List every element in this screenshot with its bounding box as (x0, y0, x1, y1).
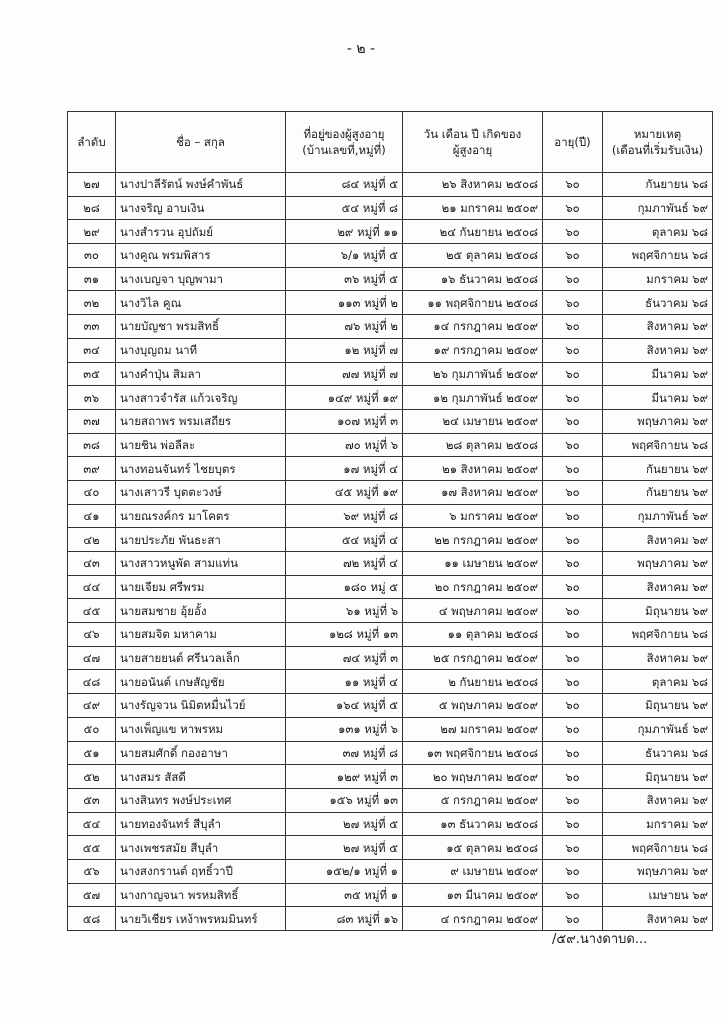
cell-name: นายสมจิต มหาคาม (116, 623, 286, 647)
cell-order: ๒๘ (68, 196, 116, 220)
cell-birthdate: ๒๗ มกราคม ๒๕๐๙ (403, 717, 543, 741)
cell-order: ๔๘ (68, 670, 116, 694)
cell-order: ๕๖ (68, 859, 116, 883)
header-address (286, 112, 403, 173)
cell-birthdate: ๑๓ ธันวาคม ๒๕๐๘ (403, 812, 543, 836)
cell-note: พฤศจิกายน ๖๘ (603, 244, 713, 268)
cell-address: ๓๕ หมู่ที่ ๑ (286, 883, 403, 907)
elderly-allowance-table (67, 111, 713, 931)
cell-birthdate: ๑๓ พฤศจิกายน ๒๕๐๘ (403, 741, 543, 765)
cell-address: ๑๕๒/๑ หมู่ที่ ๑ (286, 859, 403, 883)
cell-birthdate: ๒๐ กรกฎาคม ๒๕๐๙ (403, 575, 543, 599)
cell-birthdate: ๑๑ เมษายน ๒๕๐๙ (403, 552, 543, 576)
cell-age: ๖๐ (543, 457, 603, 481)
cell-name: นางสำรวน อุปถัมย์ (116, 220, 286, 244)
cell-note: ธันวาคม ๖๘ (603, 291, 713, 315)
cell-age: ๖๐ (543, 220, 603, 244)
cell-birthdate: ๔ พฤษภาคม ๒๕๐๙ (403, 599, 543, 623)
cell-age: ๖๐ (543, 409, 603, 433)
table-row (68, 504, 713, 528)
cell-birthdate: ๑๖ ธันวาคม ๒๕๐๘ (403, 267, 543, 291)
cell-order: ๕๗ (68, 883, 116, 907)
cell-note: พฤศจิกายน ๖๘ (603, 433, 713, 457)
cell-address: ๕๔ หมู่ที่ ๘ (286, 196, 403, 220)
cell-age: ๖๐ (543, 883, 603, 907)
cell-address: ๓๖ หมู่ที่ ๕ (286, 267, 403, 291)
cell-note: พฤษภาคม ๖๙ (603, 552, 713, 576)
cell-note: กันยายน ๖๙ (603, 457, 713, 481)
cell-note: มิถุนายน ๖๙ (603, 599, 713, 623)
cell-address: ๔๕ หมู่ที่ ๑๙ (286, 480, 403, 504)
table-row (68, 338, 713, 362)
cell-age: ๖๐ (543, 646, 603, 670)
cell-note: สิงหาคม ๖๙ (603, 646, 713, 670)
cell-note: สิงหาคม ๖๙ (603, 315, 713, 339)
header-birthdate (403, 112, 543, 173)
cell-age: ๖๐ (543, 694, 603, 718)
cell-birthdate: ๑๒ กุมภาพันธ์ ๒๕๐๙ (403, 386, 543, 410)
cell-address: ๑๓๑ หมู่ที่ ๖ (286, 717, 403, 741)
cell-name: นางทอนจันทร์ ไชยบุตร (116, 457, 286, 481)
table-row (68, 433, 713, 457)
table-row (68, 859, 713, 883)
cell-address: ๑๗ หมู่ที่ ๔ (286, 457, 403, 481)
table-row (68, 362, 713, 386)
header-name (116, 112, 286, 173)
cell-address: ๑๑๓ หมู่ที่ ๒ (286, 291, 403, 315)
cell-age: ๖๐ (543, 552, 603, 576)
cell-address: ๕๔ หมู่ที่ ๔ (286, 528, 403, 552)
table-row (68, 907, 713, 931)
cell-age: ๖๐ (543, 386, 603, 410)
cell-age: ๖๐ (543, 362, 603, 386)
cell-address: ๑๔๙ หมู่ที่ ๑๙ (286, 386, 403, 410)
cell-order: ๕๔ (68, 812, 116, 836)
table-row (68, 788, 713, 812)
cell-name: นางเพ็ญแข หาพรหม (116, 717, 286, 741)
header-age (543, 112, 603, 173)
header-note (603, 112, 713, 173)
cell-note: ตุลาคม ๖๘ (603, 670, 713, 694)
cell-birthdate: ๑๕ ตุลาคม ๒๕๐๘ (403, 836, 543, 860)
cell-note: กันยายน ๖๙ (603, 480, 713, 504)
table-row (68, 196, 713, 220)
cell-name: นางเบญจา บุญพามา (116, 267, 286, 291)
cell-order: ๕๒ (68, 765, 116, 789)
cell-name: นางคำปุ่น สิมลา (116, 362, 286, 386)
table-row (68, 173, 713, 197)
cell-name: นายบัญชา พรมสิทธิ์ (116, 315, 286, 339)
cell-age: ๖๐ (543, 670, 603, 694)
table-row (68, 267, 713, 291)
cell-age: ๖๐ (543, 504, 603, 528)
table-row (68, 717, 713, 741)
cell-age: ๖๐ (543, 788, 603, 812)
cell-name: นายณรงค์กร มาโคตร (116, 504, 286, 528)
cell-order: ๓๐ (68, 244, 116, 268)
cell-birthdate: ๔ กรกฎาคม ๒๕๐๙ (403, 907, 543, 931)
cell-birthdate: ๒๒ กรกฎาคม ๒๕๐๙ (403, 528, 543, 552)
cell-note: กันยายน ๖๘ (603, 173, 713, 197)
cell-age: ๖๐ (543, 859, 603, 883)
cell-age: ๖๐ (543, 717, 603, 741)
cell-order: ๓๖ (68, 386, 116, 410)
cell-note: พฤศจิกายน ๖๘ (603, 836, 713, 860)
cell-address: ๑๒๘ หมู่ที่ ๑๓ (286, 623, 403, 647)
cell-note: กุมภาพันธ์ ๖๙ (603, 196, 713, 220)
header-text: ลำดับ (77, 135, 106, 149)
header-text: (บ้านเลขที่,หมู่ที่) (302, 143, 386, 157)
cell-birthdate: ๑๑ พฤศจิกายน ๒๕๐๘ (403, 291, 543, 315)
cell-name: นางเพชรสมัย สีบุลำ (116, 836, 286, 860)
cell-age: ๖๐ (543, 907, 603, 931)
cell-birthdate: ๒๘ ตุลาคม ๒๕๐๘ (403, 433, 543, 457)
cell-name: นางสงกรานต์ ฤทธิ์วาปี (116, 859, 286, 883)
cell-name: นางบุญถม นาที (116, 338, 286, 362)
table-row (68, 646, 713, 670)
cell-birthdate: ๙ เมษายน ๒๕๐๙ (403, 859, 543, 883)
cell-age: ๖๐ (543, 623, 603, 647)
cell-note: สิงหาคม ๖๙ (603, 907, 713, 931)
table-row (68, 457, 713, 481)
cell-name: นางคูณ พรมพิสาร (116, 244, 286, 268)
cell-note: มกราคม ๖๙ (603, 812, 713, 836)
cell-address: ๗๗ หมู่ที่ ๗ (286, 362, 403, 386)
cell-address: ๖๙ หมู่ที่ ๘ (286, 504, 403, 528)
cell-birthdate: ๒๐ พฤษภาคม ๒๕๐๙ (403, 765, 543, 789)
cell-address: ๑๐๗ หมู่ที่ ๓ (286, 409, 403, 433)
cell-age: ๖๐ (543, 433, 603, 457)
cell-name: นางสินทร พงษ์ประเทศ (116, 788, 286, 812)
cell-address: ๑๘๐ หมู่ ๕ (286, 575, 403, 599)
cell-birthdate: ๖ มกราคม ๒๕๐๙ (403, 504, 543, 528)
cell-address: ๑๕๖ หมู่ที่ ๑๓ (286, 788, 403, 812)
cell-name: นางรัญจวน นิมิตหมื่นไวย์ (116, 694, 286, 718)
cell-order: ๔๐ (68, 480, 116, 504)
cell-name: นางวิไล คูณ (116, 291, 286, 315)
header-text: ผู้สูงอายุ (452, 143, 493, 157)
table-row (68, 623, 713, 647)
cell-address: ๗๔ หมู่ที่ ๓ (286, 646, 403, 670)
table-row (68, 812, 713, 836)
cell-order: ๓๔ (68, 338, 116, 362)
cell-age: ๖๐ (543, 765, 603, 789)
cell-address: ๑๒๙ หมู่ที่ ๓ (286, 765, 403, 789)
cell-birthdate: ๑๓ มีนาคม ๒๕๐๙ (403, 883, 543, 907)
table-row (68, 883, 713, 907)
cell-age: ๖๐ (543, 812, 603, 836)
cell-birthdate: ๑๑ ตุลาคม ๒๕๐๘ (403, 623, 543, 647)
cell-age: ๖๐ (543, 480, 603, 504)
cell-address: ๗๖ หมู่ที่ ๒ (286, 315, 403, 339)
cell-note: พฤษภาคม ๖๙ (603, 859, 713, 883)
cell-address: ๖/๑ หมู่ที่ ๕ (286, 244, 403, 268)
cell-birthdate: ๒๑ สิงหาคม ๒๕๐๙ (403, 457, 543, 481)
cell-name: นายสมศักดิ์ กองอาษา (116, 741, 286, 765)
cell-order: ๕๑ (68, 741, 116, 765)
header-text: ชื่อ – สกุล (176, 135, 225, 149)
cell-address: ๓๗ หมู่ที่ ๘ (286, 741, 403, 765)
table-row (68, 386, 713, 410)
cell-order: ๕๓ (68, 788, 116, 812)
table-header-row (68, 112, 713, 173)
cell-note: ธันวาคม ๖๘ (603, 741, 713, 765)
cell-order: ๕๐ (68, 717, 116, 741)
cell-order: ๔๖ (68, 623, 116, 647)
table-row (68, 480, 713, 504)
cell-age: ๖๐ (543, 173, 603, 197)
table-row (68, 836, 713, 860)
cell-name: นางสาวจำรัส แก้วเจริญ (116, 386, 286, 410)
table-row (68, 741, 713, 765)
cell-note: กุมภาพันธ์ ๖๙ (603, 504, 713, 528)
cell-order: ๕๕ (68, 836, 116, 860)
cell-order: ๔๒ (68, 528, 116, 552)
cell-order: ๔๔ (68, 575, 116, 599)
cell-birthdate: ๑๙ กรกฎาคม ๒๕๐๙ (403, 338, 543, 362)
table-row (68, 575, 713, 599)
cell-birthdate: ๑๔ กรกฎาคม ๒๕๐๙ (403, 315, 543, 339)
table-row (68, 291, 713, 315)
cell-name: นางเสาวรี บุตตะวงษ์ (116, 480, 286, 504)
cell-birthdate: ๒ กันยายน ๒๕๐๘ (403, 670, 543, 694)
cell-note: มีนาคม ๖๙ (603, 362, 713, 386)
cell-birthdate: ๒๑ มกราคม ๒๕๐๙ (403, 196, 543, 220)
cell-name: นางกาญจนา พรหมสิทธิ์ (116, 883, 286, 907)
cell-note: สิงหาคม ๖๙ (603, 575, 713, 599)
cell-address: ๒๗ หมู่ที่ ๕ (286, 812, 403, 836)
cell-order: ๓๗ (68, 409, 116, 433)
header-text: อายุ(ปี) (554, 135, 591, 149)
cell-order: ๓๓ (68, 315, 116, 339)
cell-note: มิถุนายน ๖๙ (603, 694, 713, 718)
cell-age: ๖๐ (543, 244, 603, 268)
cell-age: ๖๐ (543, 836, 603, 860)
cell-name: นายประภัย พันธะสา (116, 528, 286, 552)
cell-order: ๓๙ (68, 457, 116, 481)
table-row (68, 670, 713, 694)
cell-order: ๔๗ (68, 646, 116, 670)
cell-name: นางปาลีรัตน์ พงษ์คำพันธ์ (116, 173, 286, 197)
table-row (68, 528, 713, 552)
table-row (68, 244, 713, 268)
cell-age: ๖๐ (543, 196, 603, 220)
cell-note: ตุลาคม ๖๘ (603, 220, 713, 244)
cell-address: ๑๒ หมู่ที่ ๗ (286, 338, 403, 362)
table-row (68, 694, 713, 718)
cell-name: นายสถาพร พรมเสถียร (116, 409, 286, 433)
cell-birthdate: ๒๖ กุมภาพันธ์ ๒๕๐๙ (403, 362, 543, 386)
cell-note: กุมภาพันธ์ ๖๙ (603, 717, 713, 741)
continuation-note: /๕๙.นางดาบด... (552, 932, 648, 947)
cell-birthdate: ๒๕ กรกฎาคม ๒๕๐๙ (403, 646, 543, 670)
cell-address: ๖๑ หมู่ที่ ๖ (286, 599, 403, 623)
cell-order: ๕๘ (68, 907, 116, 931)
table-row (68, 409, 713, 433)
table-row (68, 315, 713, 339)
cell-note: สิงหาคม ๖๙ (603, 338, 713, 362)
cell-order: ๓๕ (68, 362, 116, 386)
cell-order: ๒๙ (68, 220, 116, 244)
cell-note: มิถุนายน ๖๙ (603, 765, 713, 789)
cell-order: ๔๑ (68, 504, 116, 528)
cell-age: ๖๐ (543, 291, 603, 315)
cell-address: ๘๓ หมู่ที่ ๑๖ (286, 907, 403, 931)
table-row (68, 552, 713, 576)
page-number: - ๒ - (346, 41, 376, 57)
header-text: (เดือนที่เริ่มรับเงิน) (611, 143, 704, 157)
cell-name: นายสมชาย อุ้ยอั้ง (116, 599, 286, 623)
cell-birthdate: ๑๗ สิงหาคม ๒๕๐๙ (403, 480, 543, 504)
table-row (68, 765, 713, 789)
cell-address: ๑๑ หมู่ที่ ๔ (286, 670, 403, 694)
cell-name: นายเจียม ศรีพรม (116, 575, 286, 599)
cell-age: ๖๐ (543, 575, 603, 599)
header-text: ที่อยู่ของผู้สูงอายุ (303, 127, 385, 141)
table-row (68, 599, 713, 623)
cell-name: นายวิเชียร เหง้าพรหมมินทร์ (116, 907, 286, 931)
cell-address: ๑๖๔ หมู่ที่ ๕ (286, 694, 403, 718)
table-row (68, 220, 713, 244)
cell-note: เมษายน ๖๙ (603, 883, 713, 907)
cell-address: ๒๗ หมู่ที่ ๕ (286, 836, 403, 860)
cell-age: ๖๐ (543, 315, 603, 339)
header-text: วัน เดือน ปี เกิดของ (423, 127, 522, 141)
cell-name: นางจริญ อาบเงิน (116, 196, 286, 220)
cell-age: ๖๐ (543, 267, 603, 291)
cell-age: ๖๐ (543, 741, 603, 765)
cell-birthdate: ๕ พฤษภาคม ๒๕๐๙ (403, 694, 543, 718)
cell-name: นายสายยนต์ ศรีนวลเล็ก (116, 646, 286, 670)
cell-name: นางสมร สัสดี (116, 765, 286, 789)
cell-birthdate: ๒๔ เมษายน ๒๕๐๙ (403, 409, 543, 433)
cell-order: ๓๒ (68, 291, 116, 315)
cell-birthdate: ๒๖ สิงหาคม ๒๕๐๘ (403, 173, 543, 197)
cell-order: ๔๓ (68, 552, 116, 576)
cell-birthdate: ๒๕ ตุลาคม ๒๕๐๘ (403, 244, 543, 268)
cell-note: มกราคม ๖๙ (603, 267, 713, 291)
cell-birthdate: ๕ กรกฎาคม ๒๕๐๙ (403, 788, 543, 812)
cell-order: ๔๕ (68, 599, 116, 623)
cell-order: ๓๑ (68, 267, 116, 291)
cell-name: นายทองจันทร์ สีบุลำ (116, 812, 286, 836)
cell-age: ๖๐ (543, 338, 603, 362)
cell-birthdate: ๒๔ กันยายน ๒๕๐๘ (403, 220, 543, 244)
cell-note: มีนาคม ๖๙ (603, 386, 713, 410)
cell-name: นายอนันต์ เกษสัญชัย (116, 670, 286, 694)
cell-note: สิงหาคม ๖๙ (603, 528, 713, 552)
cell-note: พฤศจิกายน ๖๘ (603, 623, 713, 647)
cell-order: ๔๙ (68, 694, 116, 718)
cell-age: ๖๐ (543, 599, 603, 623)
cell-address: ๒๙ หมู่ที่ ๑๑ (286, 220, 403, 244)
cell-note: สิงหาคม ๖๙ (603, 788, 713, 812)
cell-address: ๘๔ หมู่ที่ ๕ (286, 173, 403, 197)
cell-name: นายชิน พ่อลีละ (116, 433, 286, 457)
cell-order: ๓๘ (68, 433, 116, 457)
cell-order: ๒๗ (68, 173, 116, 197)
header-order (68, 112, 116, 173)
header-text: หมายเหตุ (633, 127, 682, 141)
cell-name: นางสาวหนูพัด สามแท่น (116, 552, 286, 576)
cell-address: ๗๐ หมู่ที่ ๖ (286, 433, 403, 457)
cell-note: พฤษภาคม ๖๙ (603, 409, 713, 433)
cell-address: ๗๒ หมู่ที่ ๔ (286, 552, 403, 576)
cell-age: ๖๐ (543, 528, 603, 552)
